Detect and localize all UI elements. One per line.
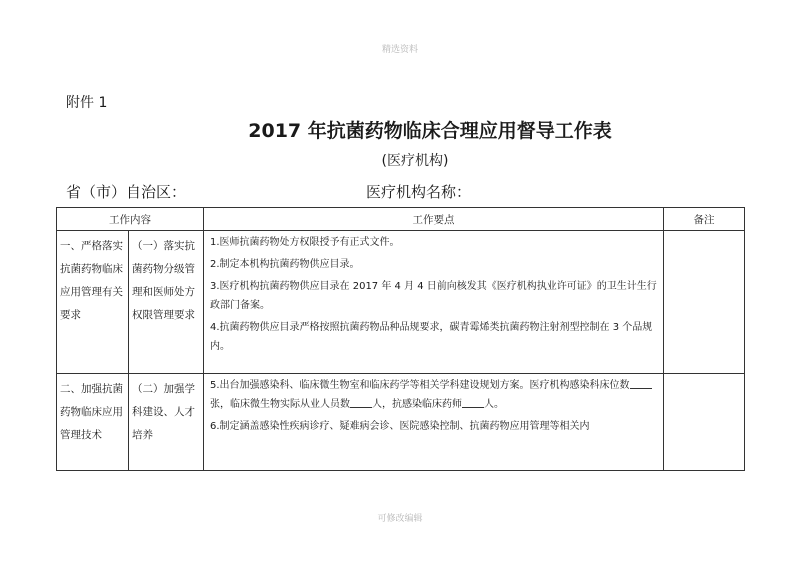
fill-in-blank — [350, 396, 372, 408]
table-row — [57, 374, 745, 471]
subcategory-cell: （二）加强学科建设、人才培养 — [129, 374, 204, 471]
header-note: 精选资料 — [381, 45, 418, 55]
category-cell: 二、加强抗菌药物临床应用管理技术 — [57, 374, 129, 471]
header-remarks: 备注 — [664, 208, 745, 231]
requirement-item: 4.抗菌药物供应目录严格按照抗菌药物品种品规要求，碳青霉烯类抗菌药物注射剂型控制在 3 个品规内。 — [210, 322, 653, 352]
fill-in-blank — [630, 377, 652, 389]
remarks-cell — [664, 231, 745, 374]
subcategory-cell: （一）落实抗菌药物分级管理和医师处方权限管理要求 — [129, 231, 204, 374]
requirement-text: 张，临床微生物实际从业人员数 — [210, 399, 350, 410]
header-work-requirements: 工作要点 — [204, 208, 664, 231]
requirement-text: 5.出台加强感染科、临床微生物室和临床药学等相关学科建设规划方案。医疗机构感染科床位数 — [210, 380, 630, 391]
organization-name-label: 医疗机构名称： — [366, 183, 472, 201]
attachment-label: 附件 1 — [66, 95, 108, 111]
table-row — [57, 231, 745, 374]
requirement-item: 3.医疗机构抗菌药物供应目录在 2017 年 4 月 4 日前向核发其《医疗机构执业许可证》的卫生计生行政部门备案。 — [210, 281, 657, 311]
document-subtitle: (医疗机构) — [381, 153, 449, 169]
footer-note: 可修改编辑 — [377, 514, 423, 524]
table-header-row — [57, 208, 745, 231]
document-title: 2017 年抗菌药物临床合理应用督导工作表 — [248, 120, 612, 142]
requirement-item: 1.医师抗菌药物处方权限授予有正式文件。 — [210, 237, 400, 248]
category-cell: 一、严格落实抗菌药物临床应用管理有关要求 — [57, 231, 129, 374]
fill-in-blank — [462, 396, 484, 408]
requirement-item: 2.制定本机构抗菌药物供应目录。 — [210, 259, 360, 270]
remarks-cell — [664, 374, 745, 471]
requirements-cell — [204, 231, 664, 374]
province-field-label: 省（市）自治区： — [66, 183, 187, 201]
supervision-table — [56, 207, 745, 471]
requirement-item: 6.制定涵盖感染性疾病诊疗、疑难病会诊、医院感染控制、抗菌药物应用管理等相关内 — [210, 421, 590, 432]
requirement-item — [210, 376, 657, 414]
requirement-text: 人。 — [484, 399, 504, 410]
requirements-cell — [204, 374, 664, 471]
requirement-text: 人，抗感染临床药师 — [372, 399, 462, 410]
header-work-content: 工作内容 — [57, 208, 204, 231]
